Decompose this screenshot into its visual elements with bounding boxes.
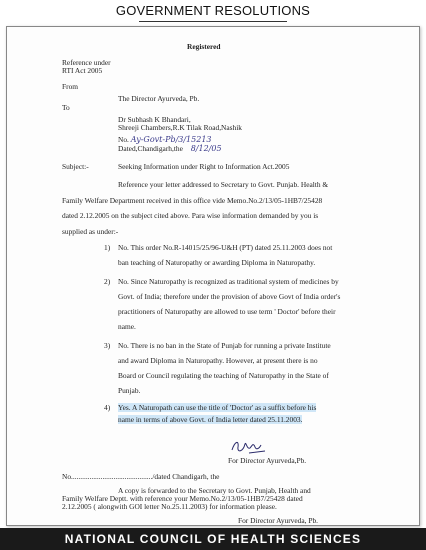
header-underline [139, 21, 287, 22]
copy-line-3: 2.12.2005 ( alongwith GOI letter No.25.11.2003) for information please. [62, 502, 277, 511]
item-1-number: 1) [104, 243, 111, 252]
subject-text: Seeking Information under Right to Information Act.2005 [118, 162, 290, 171]
item-4-line-1: Yes. A Naturopath can use the title of 'Doctor' as a suffix before his [118, 403, 317, 412]
paragraph-line-3: dated 2.12.2005 on the subject cited above. Para wise information demanded by you is [62, 211, 319, 220]
item-2-line-2: Govt. of India; therefore under the provision of above Govt of India order's [118, 292, 341, 301]
item-4-number: 4) [104, 403, 111, 412]
date-label: Dated,Chandigarh,the [118, 144, 183, 153]
item-3-number: 3) [104, 341, 111, 350]
item-4-line-2: name in terms of above Govt. of India letter dated 25.11.2003. [118, 415, 303, 424]
from-name: The Director Ayurveda, Pb. [118, 94, 200, 103]
document-page [6, 26, 420, 526]
endorsement-number: No............................................/dated Chandigarh, the [62, 472, 220, 481]
item-3-line-3: Board or Council regulating the teaching of Naturopathy in the State of [118, 371, 329, 380]
to-label: To [62, 103, 70, 112]
item-1-line-2: ban teaching of Naturopathy or awarding Diploma in Naturopathy. [118, 258, 316, 267]
item-2-line-4: name. [118, 322, 136, 331]
letter-date [118, 144, 222, 153]
registered-label: Registered [187, 42, 221, 51]
item-3-line-4: Punjab. [118, 386, 141, 395]
copy-line-1: A copy is forwarded to the Secretary to Govt. Punjab, Health and [118, 486, 311, 495]
paragraph-line-4: supplied as under:- [62, 227, 119, 236]
signoff-1: For Director Ayurveda,Pb. [228, 456, 307, 465]
page-header-title: GOVERNMENT RESOLUTIONS [115, 3, 311, 18]
item-1-line-1: No. This order No.R-14015/25/96-U&H (PT) dated 25.11.2003 does not [118, 243, 333, 252]
signoff-2: For Director Ayurveda, Pb. [238, 516, 318, 525]
item-2-number: 2) [104, 277, 111, 286]
copy-line-2: Family Welfare Deptt. with reference your Memo.No.2/13/05-1HB7/25428 dated [62, 494, 303, 503]
footer-banner: NATIONAL COUNCIL OF HEALTH SCIENCES [0, 528, 426, 550]
item-2-line-3: practitioners of Naturopathy are allowed to use term ' Doctor' before their [118, 307, 336, 316]
to-address: Shreeji Chambers,R.K Tilak Road,Nashik [118, 123, 242, 132]
reference-line-1: Reference under [62, 58, 111, 67]
from-label: From [62, 82, 79, 91]
item-2-line-1: No. Since Naturopathy is recognized as traditional system of medicines by [118, 277, 339, 286]
paragraph-line-2: Family Welfare Department received in this office vide Memo.No.2/13/05-1HB7/25428 [62, 196, 323, 205]
to-name: Dr Subhash K Bhandari, [118, 115, 191, 124]
date-handwritten: 8/12/05 [190, 144, 222, 153]
subject-label: Subject:- [62, 162, 89, 171]
reference-line-2: RTI Act 2005 [62, 66, 103, 75]
item-3-line-1: No. There is no ban in the State of Punjab for running a private Institute [118, 341, 331, 350]
paragraph-line-1: Reference your letter addressed to Secretary to Govt. Punjab. Health & [118, 180, 329, 189]
signature-mark [229, 438, 269, 456]
item-3-line-2: and award Diploma in Naturopathy. However, at present there is no [118, 356, 318, 365]
letter-number [118, 135, 212, 144]
number-label: No. [118, 135, 129, 144]
number-handwritten: Ay-Govt-Pb/3/15213 [130, 135, 212, 144]
